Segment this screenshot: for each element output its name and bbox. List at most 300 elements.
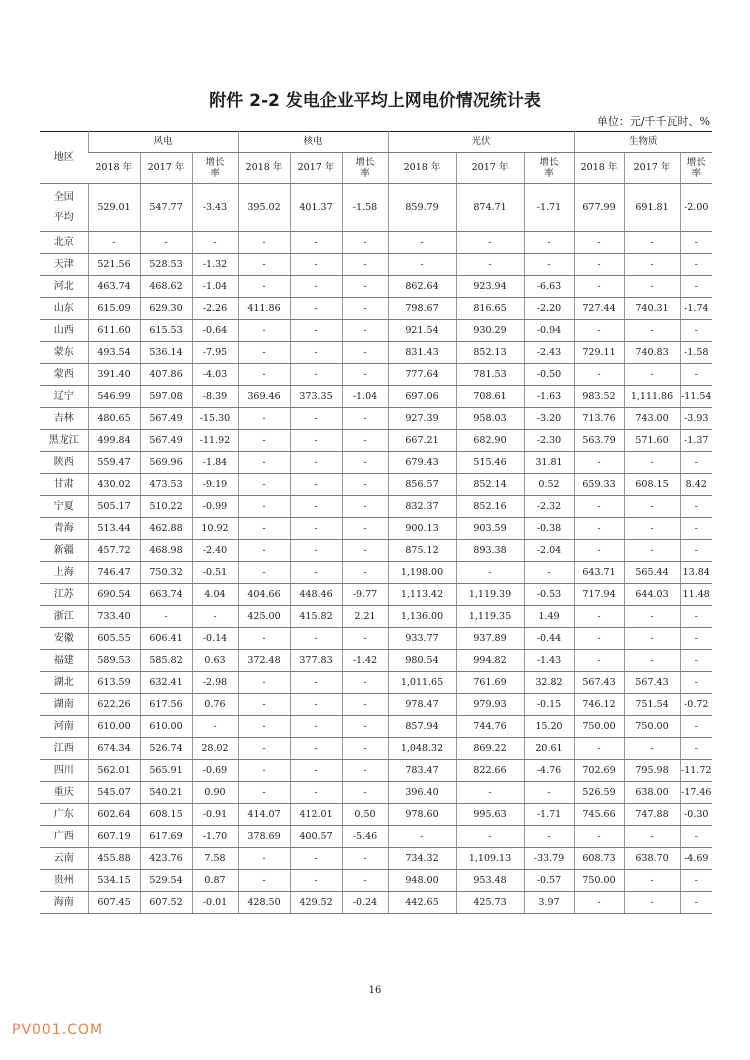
value-cell: 607.45	[88, 892, 140, 914]
table-row	[40, 584, 712, 606]
value-cell: -	[290, 848, 342, 870]
value-cell: -	[342, 562, 388, 584]
table-row	[40, 804, 712, 826]
value-cell: -	[238, 540, 290, 562]
value-cell: 632.41	[140, 672, 192, 694]
subheader-solar-growth	[524, 153, 574, 184]
value-cell: 903.59	[456, 518, 524, 540]
table-row	[40, 320, 712, 342]
value-cell: -	[456, 562, 524, 584]
value-cell: -	[238, 562, 290, 584]
value-cell: -4.76	[524, 760, 574, 782]
value-cell: -	[624, 452, 680, 474]
value-cell: -	[290, 540, 342, 562]
value-cell: 430.02	[88, 474, 140, 496]
value-cell: 411.86	[238, 298, 290, 320]
value-cell: 605.55	[88, 628, 140, 650]
value-cell: -	[680, 716, 712, 738]
value-cell: -	[624, 826, 680, 848]
value-cell: 690.54	[88, 584, 140, 606]
value-cell: 747.88	[624, 804, 680, 826]
value-cell: -1.71	[524, 184, 574, 232]
region-cell: 江西	[40, 738, 88, 760]
value-cell: 428.50	[238, 892, 290, 914]
value-cell: 1,136.00	[388, 606, 456, 628]
value-cell: 613.59	[88, 672, 140, 694]
group-header-solar: 光伏	[388, 132, 574, 153]
value-cell: -	[238, 254, 290, 276]
value-cell: -	[290, 716, 342, 738]
value-cell: 10.92	[192, 518, 238, 540]
value-cell: -1.70	[192, 826, 238, 848]
value-cell: 691.81	[624, 184, 680, 232]
value-cell: 412.01	[290, 804, 342, 826]
value-cell: 622.26	[88, 694, 140, 716]
region-cell: 河北	[40, 276, 88, 298]
subheader-wind-2017: 2017 年	[140, 153, 192, 184]
region-cell: 广东	[40, 804, 88, 826]
value-cell: -	[680, 826, 712, 848]
subheader-wind-2018: 2018 年	[88, 153, 140, 184]
value-cell: -	[574, 650, 624, 672]
value-cell: -	[238, 496, 290, 518]
value-cell: 702.69	[574, 760, 624, 782]
region-cell: 河南	[40, 716, 88, 738]
value-cell: 629.30	[140, 298, 192, 320]
header-row-years	[40, 153, 712, 184]
region-cell: 上海	[40, 562, 88, 584]
value-cell: -	[680, 540, 712, 562]
value-cell: -	[524, 254, 574, 276]
subheader-nuclear-2018: 2018 年	[238, 153, 290, 184]
value-cell: 562.01	[88, 760, 140, 782]
value-cell: 0.63	[192, 650, 238, 672]
value-cell: -11.54	[680, 386, 712, 408]
value-cell: -33.79	[524, 848, 574, 870]
value-cell: -3.43	[192, 184, 238, 232]
value-cell: 8.42	[680, 474, 712, 496]
value-cell: 521.56	[88, 254, 140, 276]
value-cell: -	[238, 782, 290, 804]
table-body	[40, 184, 712, 914]
value-cell: 751.54	[624, 694, 680, 716]
value-cell: 607.52	[140, 892, 192, 914]
value-cell: -5.46	[342, 826, 388, 848]
value-cell: -	[680, 518, 712, 540]
value-cell: 1,113.42	[388, 584, 456, 606]
value-cell: 610.00	[88, 716, 140, 738]
value-cell: -	[680, 232, 712, 254]
table-row	[40, 562, 712, 584]
value-cell: -	[88, 232, 140, 254]
value-cell: -	[342, 738, 388, 760]
value-cell: -	[342, 496, 388, 518]
value-cell: 529.01	[88, 184, 140, 232]
value-cell: -	[342, 430, 388, 452]
value-cell: -11.92	[192, 430, 238, 452]
value-cell: 589.53	[88, 650, 140, 672]
page-number: 16	[368, 985, 382, 996]
value-cell: 547.77	[140, 184, 192, 232]
value-cell: 4.04	[192, 584, 238, 606]
value-cell: -	[238, 694, 290, 716]
value-cell: -	[238, 870, 290, 892]
value-cell: 378.69	[238, 826, 290, 848]
value-cell: 415.82	[290, 606, 342, 628]
value-cell: -	[290, 760, 342, 782]
subheader-solar-2018: 2018 年	[388, 153, 456, 184]
value-cell: -11.72	[680, 760, 712, 782]
value-cell: 927.39	[388, 408, 456, 430]
value-cell: 429.52	[290, 892, 342, 914]
region-cell: 新疆	[40, 540, 88, 562]
value-cell: 585.82	[140, 650, 192, 672]
table-row	[40, 430, 712, 452]
subheader-biomass-2017: 2017 年	[624, 153, 680, 184]
value-cell: 734.32	[388, 848, 456, 870]
value-cell: -	[624, 496, 680, 518]
table-row	[40, 386, 712, 408]
region-cell: 黑龙江	[40, 430, 88, 452]
value-cell: -0.69	[192, 760, 238, 782]
value-cell: 463.74	[88, 276, 140, 298]
table-title: 附件 2-2 发电企业平均上网电价情况统计表	[209, 91, 541, 111]
value-cell: 1,119.35	[456, 606, 524, 628]
value-cell: 852.16	[456, 496, 524, 518]
value-cell: 857.94	[388, 716, 456, 738]
subheader-biomass-2018: 2018 年	[574, 153, 624, 184]
value-cell: -	[238, 628, 290, 650]
value-cell: -	[574, 232, 624, 254]
value-cell: -	[290, 298, 342, 320]
value-cell: -	[290, 496, 342, 518]
value-cell: -	[574, 496, 624, 518]
region-header: 地区	[40, 132, 88, 184]
value-cell: 1,109.13	[456, 848, 524, 870]
value-cell: 545.07	[88, 782, 140, 804]
value-cell: -	[290, 518, 342, 540]
value-cell: -0.57	[524, 870, 574, 892]
value-cell: 13.84	[680, 562, 712, 584]
value-cell: -	[342, 474, 388, 496]
unit-note: 单位：元/千千瓦时、%	[596, 115, 710, 128]
value-cell: -0.64	[192, 320, 238, 342]
value-cell: -	[574, 540, 624, 562]
value-cell: -	[680, 452, 712, 474]
value-cell: 401.37	[290, 184, 342, 232]
value-cell: -	[574, 364, 624, 386]
region-cell: 蒙西	[40, 364, 88, 386]
value-cell: 745.66	[574, 804, 624, 826]
value-cell: 978.47	[388, 694, 456, 716]
value-cell: -4.69	[680, 848, 712, 870]
value-cell: 391.40	[88, 364, 140, 386]
value-cell: 493.54	[88, 342, 140, 364]
value-cell: 565.44	[624, 562, 680, 584]
value-cell: 822.66	[456, 760, 524, 782]
value-cell: -17.46	[680, 782, 712, 804]
value-cell: -1.42	[342, 650, 388, 672]
value-cell: 529.54	[140, 870, 192, 892]
value-cell: 958.03	[456, 408, 524, 430]
value-cell: 617.69	[140, 826, 192, 848]
table-row	[40, 540, 712, 562]
value-cell: -	[574, 254, 624, 276]
value-cell: 733.40	[88, 606, 140, 628]
value-cell: -	[238, 760, 290, 782]
table-row	[40, 452, 712, 474]
table-row	[40, 738, 712, 760]
value-cell: -	[290, 364, 342, 386]
value-cell: -	[680, 276, 712, 298]
subheader-wind-growth	[192, 153, 238, 184]
value-cell: 777.64	[388, 364, 456, 386]
value-cell: -9.19	[192, 474, 238, 496]
value-cell: 608.73	[574, 848, 624, 870]
subheader-nuclear-2017: 2017 年	[290, 153, 342, 184]
region-cell: 贵州	[40, 870, 88, 892]
value-cell: -	[342, 848, 388, 870]
value-cell: 1,011.65	[388, 672, 456, 694]
value-cell: -	[680, 870, 712, 892]
region-cell: 北京	[40, 232, 88, 254]
value-cell: 536.14	[140, 342, 192, 364]
value-cell: -	[238, 518, 290, 540]
value-cell: -0.94	[524, 320, 574, 342]
value-cell: 750.00	[574, 870, 624, 892]
value-cell: 559.47	[88, 452, 140, 474]
value-cell: 567.43	[574, 672, 624, 694]
value-cell: -	[574, 606, 624, 628]
value-cell: -	[388, 254, 456, 276]
region-cell: 蒙东	[40, 342, 88, 364]
value-cell: -	[342, 782, 388, 804]
group-header-wind: 风电	[88, 132, 238, 153]
value-cell: -2.32	[524, 496, 574, 518]
value-cell: -	[290, 342, 342, 364]
value-cell: 953.48	[456, 870, 524, 892]
value-cell: 468.98	[140, 540, 192, 562]
region-cell: 青海	[40, 518, 88, 540]
value-cell: 708.61	[456, 386, 524, 408]
value-cell: -2.43	[524, 342, 574, 364]
value-cell: 727.44	[574, 298, 624, 320]
value-cell: 567.49	[140, 408, 192, 430]
value-cell: 816.65	[456, 298, 524, 320]
value-cell: 468.62	[140, 276, 192, 298]
value-cell: -	[456, 254, 524, 276]
value-cell: -	[456, 782, 524, 804]
value-cell: -	[456, 826, 524, 848]
value-cell: -0.38	[524, 518, 574, 540]
value-cell: 859.79	[388, 184, 456, 232]
value-cell: -	[192, 232, 238, 254]
value-cell: 615.09	[88, 298, 140, 320]
region-cell: 安徽	[40, 628, 88, 650]
value-cell: -	[290, 320, 342, 342]
value-cell: 404.66	[238, 584, 290, 606]
value-cell: 606.41	[140, 628, 192, 650]
value-cell: -	[290, 782, 342, 804]
table-row	[40, 606, 712, 628]
value-cell: 607.19	[88, 826, 140, 848]
subheader-nuclear-growth	[342, 153, 388, 184]
value-cell: 0.50	[342, 804, 388, 826]
growth-label: 增长率	[686, 156, 706, 179]
value-cell: 442.65	[388, 892, 456, 914]
value-cell: 750.00	[574, 716, 624, 738]
value-cell: 407.86	[140, 364, 192, 386]
growth-label: 增长率	[205, 156, 225, 179]
value-cell: -	[624, 606, 680, 628]
region-cell: 陕西	[40, 452, 88, 474]
value-cell: -	[680, 892, 712, 914]
value-cell: -	[290, 672, 342, 694]
value-cell: 663.74	[140, 584, 192, 606]
value-cell: 510.22	[140, 496, 192, 518]
value-cell: 781.53	[456, 364, 524, 386]
value-cell: -	[624, 870, 680, 892]
subheader-biomass-growth	[680, 153, 712, 184]
value-cell: 994.82	[456, 650, 524, 672]
value-cell: 1,198.00	[388, 562, 456, 584]
value-cell: -	[342, 342, 388, 364]
value-cell: -	[342, 694, 388, 716]
value-cell: 571.60	[624, 430, 680, 452]
value-cell: 0.52	[524, 474, 574, 496]
table-row	[40, 672, 712, 694]
value-cell: 373.35	[290, 386, 342, 408]
value-cell: -0.24	[342, 892, 388, 914]
value-cell: -0.51	[192, 562, 238, 584]
value-cell: 750.32	[140, 562, 192, 584]
value-cell: -	[192, 716, 238, 738]
value-cell: 563.79	[574, 430, 624, 452]
table-row	[40, 892, 712, 914]
value-cell: -	[524, 232, 574, 254]
value-cell: 597.08	[140, 386, 192, 408]
value-cell: 372.48	[238, 650, 290, 672]
value-cell: 608.15	[140, 804, 192, 826]
value-cell: -	[624, 650, 680, 672]
value-cell: 923.94	[456, 276, 524, 298]
price-statistics-table	[40, 131, 712, 914]
value-cell: -	[238, 342, 290, 364]
region-cell: 江苏	[40, 584, 88, 606]
value-cell: 608.15	[624, 474, 680, 496]
value-cell: -1.43	[524, 650, 574, 672]
value-cell: 875.12	[388, 540, 456, 562]
value-cell: -	[290, 430, 342, 452]
value-cell: -1.71	[524, 804, 574, 826]
value-cell: -	[624, 232, 680, 254]
value-cell: -15.30	[192, 408, 238, 430]
value-cell: 750.00	[624, 716, 680, 738]
region-label: 全国平均	[53, 191, 74, 223]
value-cell: -2.40	[192, 540, 238, 562]
value-cell: 610.00	[140, 716, 192, 738]
group-header-nuclear: 核电	[238, 132, 388, 153]
value-cell: -	[238, 408, 290, 430]
value-cell: -	[238, 716, 290, 738]
value-cell: 425.73	[456, 892, 524, 914]
value-cell: -	[342, 320, 388, 342]
header-row-groups	[40, 132, 712, 153]
value-cell: -	[290, 232, 342, 254]
value-cell: -1.63	[524, 386, 574, 408]
value-cell: 743.00	[624, 408, 680, 430]
value-cell: 667.21	[388, 430, 456, 452]
value-cell: 369.46	[238, 386, 290, 408]
value-cell: 644.03	[624, 584, 680, 606]
value-cell: 32.82	[524, 672, 574, 694]
region-cell: 广西	[40, 826, 88, 848]
value-cell: -	[574, 738, 624, 760]
value-cell: 31.81	[524, 452, 574, 474]
value-cell: -2.26	[192, 298, 238, 320]
growth-label: 增长率	[355, 156, 375, 179]
value-cell: -1.37	[680, 430, 712, 452]
value-cell: -	[342, 672, 388, 694]
value-cell: -	[624, 276, 680, 298]
value-cell: 638.70	[624, 848, 680, 870]
value-cell: 1,119.39	[456, 584, 524, 606]
value-cell: 978.60	[388, 804, 456, 826]
value-cell: 1,111.86	[624, 386, 680, 408]
region-cell: 宁夏	[40, 496, 88, 518]
value-cell: 611.60	[88, 320, 140, 342]
table-row	[40, 870, 712, 892]
value-cell: 995.63	[456, 804, 524, 826]
value-cell: 425.00	[238, 606, 290, 628]
value-cell: -0.15	[524, 694, 574, 716]
value-cell: 567.49	[140, 430, 192, 452]
value-cell: -1.58	[342, 184, 388, 232]
table-row	[40, 232, 712, 254]
value-cell: -	[342, 254, 388, 276]
value-cell: 515.46	[456, 452, 524, 474]
region-cell: 吉林	[40, 408, 88, 430]
value-cell: 567.43	[624, 672, 680, 694]
value-cell: -	[680, 672, 712, 694]
value-cell: 617.56	[140, 694, 192, 716]
region-cell: 湖北	[40, 672, 88, 694]
value-cell: -2.00	[680, 184, 712, 232]
value-cell: -	[342, 716, 388, 738]
value-cell: -0.44	[524, 628, 574, 650]
value-cell: -	[680, 738, 712, 760]
watermark-text: PV001.COM	[12, 1022, 104, 1038]
value-cell: 395.02	[238, 184, 290, 232]
value-cell: -	[290, 870, 342, 892]
value-cell: 396.40	[388, 782, 456, 804]
table-row	[40, 826, 712, 848]
value-cell: -	[624, 320, 680, 342]
value-cell: -0.14	[192, 628, 238, 650]
group-header-biomass: 生物质	[574, 132, 712, 153]
value-cell: -0.30	[680, 804, 712, 826]
value-cell: -	[342, 408, 388, 430]
value-cell: 679.43	[388, 452, 456, 474]
value-cell: 513.44	[88, 518, 140, 540]
value-cell: 505.17	[88, 496, 140, 518]
value-cell: -	[574, 320, 624, 342]
value-cell: -	[238, 672, 290, 694]
value-cell: -0.01	[192, 892, 238, 914]
value-cell: -	[290, 562, 342, 584]
value-cell: -	[238, 276, 290, 298]
value-cell: -	[680, 364, 712, 386]
